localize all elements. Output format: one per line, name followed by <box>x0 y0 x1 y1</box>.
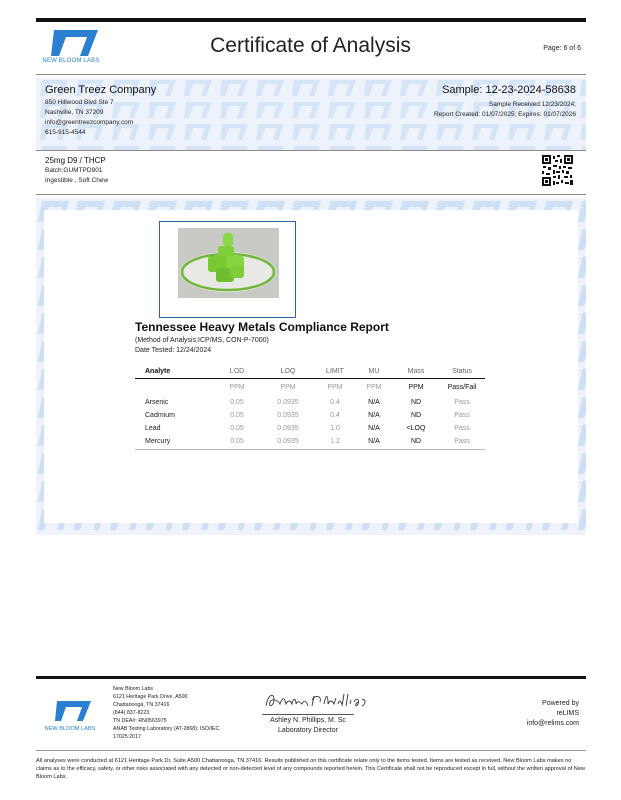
col-header-mu: MU <box>355 366 393 379</box>
signer-title: Laboratory Director <box>278 727 338 734</box>
units-row <box>135 379 485 396</box>
lab-info-line: Chattanooga, TN 37416 <box>113 702 170 708</box>
cell-mass: ND <box>410 399 422 406</box>
footer-logo-label: NEW BLOOM LABS <box>44 726 96 732</box>
unit-loq: PPM <box>280 384 296 391</box>
product-type: Ingestible , Soft Chew <box>45 177 109 184</box>
cell-status: Pass <box>454 425 470 432</box>
page-number: Page: 6 of 6 <box>543 45 581 52</box>
cell-status: Pass <box>454 399 470 406</box>
table-row <box>135 408 485 421</box>
client-email: info@greentreezcompany.com <box>45 119 134 126</box>
lab-info-line: (844) 837-8223 <box>113 710 150 716</box>
col-header-limit: LIMIT <box>315 366 355 379</box>
product-batch: Batch:GUMTPD901 <box>45 167 103 174</box>
cell-analyte: Mercury <box>135 434 213 450</box>
table-row <box>135 421 485 434</box>
lab-info-line: TN DEA#: RN0563975 <box>113 718 167 724</box>
cell-status: Pass <box>439 434 485 450</box>
signature-icon <box>262 690 372 712</box>
client-address-line1: 850 Hillwood Blvd Ste 7 <box>45 99 114 106</box>
header-top-rule <box>36 18 586 22</box>
cell-loq: 0.0935 <box>277 425 299 432</box>
client-address-line2: Nashville, TN 37209 <box>45 109 104 116</box>
report-dates: Report Created: 01/07/2025; Expires: 01/07/2026 <box>433 111 576 118</box>
sample-id: Sample: 12-23-2024-58638 <box>442 84 576 96</box>
cell-lod: 0.05 <box>230 412 244 419</box>
powered-by-name: reLIMS <box>556 710 579 717</box>
powered-by-email: info@relims.com <box>526 720 579 727</box>
product-divider <box>36 194 586 195</box>
powered-by-label: Powered by <box>542 700 579 707</box>
signer-name: Ashley N. Phillips, M. Sc <box>270 717 346 724</box>
col-header-lod: LOD <box>213 366 261 379</box>
lab-info-line: 17025:2017 <box>113 734 141 740</box>
cell-loq: 0.0935 <box>261 434 315 450</box>
cell-mass: ND <box>393 434 439 450</box>
unit-mass: PPM <box>408 384 424 391</box>
cell-limit: 1.2 <box>315 434 355 450</box>
cell-analyte: Lead <box>145 425 161 432</box>
unit-lod: PPM <box>229 384 245 391</box>
col-header-loq: LOQ <box>261 366 315 379</box>
cell-lod: 0.05 <box>213 434 261 450</box>
cell-mu: N/A <box>355 434 393 450</box>
table-row <box>135 434 485 450</box>
cell-status: Pass <box>454 412 470 419</box>
header-divider <box>36 74 586 75</box>
unit-analyte <box>135 379 213 396</box>
report-title: Tennessee Heavy Metals Compliance Report <box>135 320 389 334</box>
unit-limit: PPM <box>327 384 343 391</box>
product-photo-icon <box>178 228 279 298</box>
lab-info-line: 6121 Heritage Park Drive, A500 <box>113 694 188 700</box>
sample-received: Sample Received:12/23/2024; <box>488 101 576 108</box>
cell-limit: 1.0 <box>330 425 340 432</box>
report-method: (Method of Analysis:ICP/MS, CON-P-7000) <box>135 337 269 344</box>
table-row <box>135 395 485 408</box>
cell-mu: N/A <box>368 412 380 419</box>
table-header-row <box>135 366 485 379</box>
cell-mass: <LOQ <box>406 425 426 432</box>
cell-lod: 0.05 <box>230 399 244 406</box>
cell-mass: ND <box>410 412 422 419</box>
product-photo-frame <box>159 221 296 318</box>
col-header-mass: Mass <box>393 366 439 379</box>
col-header-analyte: Analyte <box>135 366 213 379</box>
document-title: Certificate of Analysis <box>210 34 411 57</box>
results-table <box>135 366 485 450</box>
cell-analyte: Cadmium <box>145 412 175 419</box>
qr-code-icon <box>541 154 574 187</box>
product-name: 25mg D9 / THCP <box>45 156 106 165</box>
footer-divider <box>36 750 586 751</box>
col-header-status: Status <box>439 366 485 379</box>
cell-loq: 0.0935 <box>277 399 299 406</box>
client-name: Green Treez Company <box>45 84 157 96</box>
cell-limit: 0.4 <box>330 412 340 419</box>
report-date-tested: Date Tested: 12/24/2024 <box>135 347 212 354</box>
lab-info-line: ANAB Testing Laboratory (AT-2868): ISO/IEC <box>113 726 220 732</box>
footer-top-rule <box>36 676 586 679</box>
client-divider <box>36 150 586 151</box>
cell-limit: 0.4 <box>330 399 340 406</box>
cell-analyte: Arsenic <box>145 399 169 406</box>
signature-rule <box>262 714 354 715</box>
lab-info-line: New Bloom Labs <box>113 686 154 692</box>
header-logo-label: NEW BLOOM LABS <box>42 58 100 64</box>
cell-lod: 0.05 <box>230 425 244 432</box>
unit-status: Pass/Fail <box>447 384 477 391</box>
cell-mu: N/A <box>368 425 380 432</box>
client-phone: 615-915-4544 <box>45 129 86 136</box>
cell-loq: 0.0935 <box>277 412 299 419</box>
cell-mu: N/A <box>368 399 380 406</box>
disclaimer-text: All analyses were conducted at 6121 Heritage Park Dr, Suite A500 Chattanooga, TN 37416. Results published on this certificate relate only to the items tested. Items are tested as received. New Bloom Labs makes no claims as to the efficacy, safety, or other risks associated with any detected or non-detected level of any compounds reported herein. This Certificate shall not be reproduced except in full, without the written approval of New Bloom Labs. <box>36 758 585 780</box>
unit-mu: PPM <box>366 384 382 391</box>
